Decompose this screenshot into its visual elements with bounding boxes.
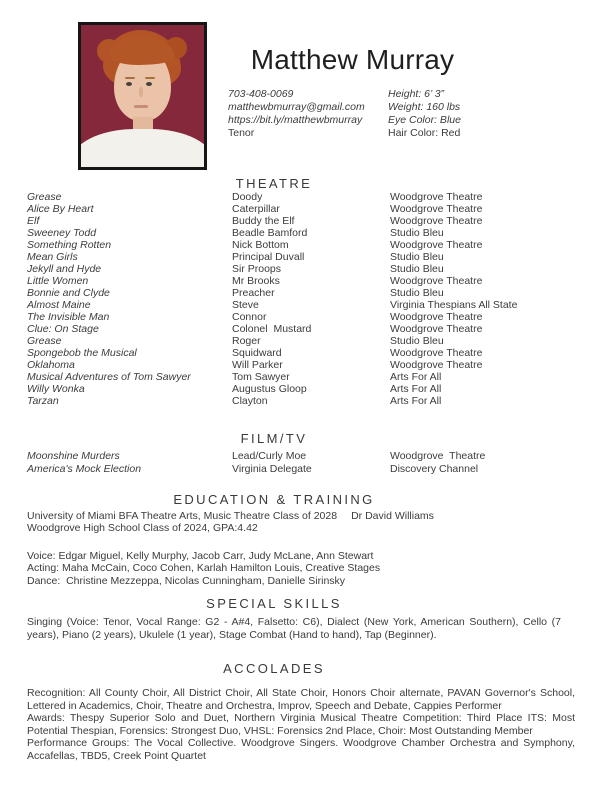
mouth-shape <box>134 105 148 108</box>
eye-color-text: Eye Color: Blue <box>388 114 461 126</box>
theatre-credit-row <box>27 323 587 335</box>
eye-shape <box>146 82 152 86</box>
role-name: Augustus Gloop <box>232 383 307 395</box>
theatre-credit-row <box>27 395 587 407</box>
role-name: Clayton <box>232 395 268 407</box>
show-title: Moonshine Murders <box>27 450 120 462</box>
show-title: Alice By Heart <box>27 203 94 215</box>
college-row <box>27 510 583 522</box>
theatre-credit-row <box>27 335 587 347</box>
college-mentor-text: Dr David Williams <box>351 510 434 522</box>
show-title: Mean Girls <box>27 251 78 263</box>
recognition-text: Recognition: All County Choir, All District Choir, All State Choir, Honors Choir alternate, PAVAN Governor's School, Lettered in Academics, Choir, Theatre and Orchestra, Improv, Speech and Debate, Cappies Performer <box>27 687 575 712</box>
venue-name: Arts For All <box>390 383 442 395</box>
role-name: Roger <box>232 335 261 347</box>
role-name: Sir Proops <box>232 263 282 275</box>
section-title-theatre: THEATRE <box>235 176 313 191</box>
theatre-credit-row <box>27 371 587 383</box>
theatre-credit-row <box>27 299 587 311</box>
theatre-credit-row <box>27 191 587 203</box>
contact-block <box>228 88 365 140</box>
role-name: Buddy the Elf <box>232 215 295 227</box>
theatre-credit-row <box>27 275 587 287</box>
email-text: matthewbmurray@gmail.com <box>228 101 365 113</box>
page-title: Matthew Murray <box>250 44 455 75</box>
theatre-credit-row <box>27 239 587 251</box>
stats-block <box>388 88 461 140</box>
education-block <box>27 510 583 587</box>
section-title-education: EDUCATION & TRAINING <box>173 492 375 507</box>
eyebrow-shape <box>125 77 135 79</box>
theatre-credit-row <box>27 251 587 263</box>
theatre-credit-row <box>27 203 587 215</box>
role-name: Virginia Delegate <box>232 462 312 475</box>
role-name: Mr Brooks <box>232 275 280 287</box>
venue-name: Woodgrove Theatre <box>390 323 483 335</box>
role-name: Colonel Mustard <box>232 323 312 335</box>
venue-name: Woodgrove Theatre <box>390 359 483 371</box>
awards-text: Awards: Thespy Superior Solo and Duet, Northern Virginia Musical Theatre Competition: Third Place ITS: Most Potential Thespian, Forensics: Strongest Duo, VHSL: Forensics 2nd Place, Choir: Most Outstanding Member <box>27 712 575 737</box>
theatre-credit-row <box>27 287 587 299</box>
theatre-credit-row <box>27 227 587 239</box>
dance-trainers-text: Dance: Christine Mezzeppa, Nicolas Cunningham, Danielle Sirinsky <box>27 574 346 587</box>
theatre-credit-row <box>27 311 587 323</box>
film-credit-row <box>27 463 587 476</box>
theatre-credit-row <box>27 359 587 371</box>
weight-text: Weight: 160 lbs <box>388 101 461 113</box>
acting-trainers-text: Acting: Maha McCain, Coco Cohen, Karlah Hamilton Louis, Creative Stages <box>27 562 381 575</box>
show-title: Willy Wonka <box>27 383 85 395</box>
show-title: Elf <box>27 215 40 227</box>
venue-name: Arts For All <box>390 371 442 383</box>
headshot-photo <box>78 22 207 170</box>
college-text: University of Miami BFA Theatre Arts, Music Theatre Class of 2028 <box>27 510 338 522</box>
website-text: https://bit.ly/matthewbmurray <box>228 114 363 126</box>
accolades-block <box>27 687 575 763</box>
nose-shape <box>139 87 143 97</box>
theatre-credit-row <box>27 383 587 395</box>
theatre-credits-table <box>27 191 587 407</box>
theatre-credit-row <box>27 263 587 275</box>
section-title-film-tv: FILM/TV <box>240 431 308 446</box>
role-name: Lead/Curly Moe <box>232 450 307 462</box>
role-name: Principal Duvall <box>232 251 305 263</box>
venue-name: Woodgrove Theatre <box>390 239 483 251</box>
show-title: Almost Maine <box>27 299 91 311</box>
role-name: Tom Sawyer <box>232 371 290 383</box>
trainers-block <box>27 550 583 587</box>
venue-name: Woodgrove Theatre <box>390 311 483 323</box>
section-title-accolades: ACCOLADES <box>223 661 325 676</box>
show-title: Something Rotten <box>27 239 112 251</box>
section-title-special-skills: SPECIAL SKILLS <box>206 596 342 611</box>
venue-name: Woodgrove Theatre <box>390 450 486 462</box>
venue-name: Studio Bleu <box>390 335 444 347</box>
role-name: Squidward <box>232 347 282 359</box>
film-tv-credits-table <box>27 450 587 475</box>
shirt-shape <box>78 129 207 170</box>
role-name: Doody <box>232 191 263 203</box>
venue-name: Woodgrove Theatre <box>390 191 483 203</box>
height-text: Height: 6’ 3” <box>388 88 445 100</box>
show-title: Tarzan <box>27 395 59 407</box>
venue-name: Studio Bleu <box>390 287 444 299</box>
venue-name: Arts For All <box>390 395 442 407</box>
venue-name: Virginia Thespians All State <box>390 299 518 311</box>
role-name: Steve <box>232 299 259 311</box>
special-skills-text: Singing (Voice: Tenor, Vocal Range: G2 - A#4, Falsetto: C6), Dialect (New York, American Southern), Cello (7 years), Piano (2 years), Ukulele (1 year), Stage Combat (Hand to hand), Tap (Beginner). <box>27 616 561 641</box>
venue-name: Woodgrove Theatre <box>390 347 483 359</box>
theatre-credit-row <box>27 215 587 227</box>
theatre-credit-row <box>27 347 587 359</box>
show-title: Bonnie and Clyde <box>27 287 110 299</box>
venue-name: Studio Bleu <box>390 227 444 239</box>
venue-name: Woodgrove Theatre <box>390 215 483 227</box>
show-title: Jekyll and Hyde <box>27 263 102 275</box>
show-title: The Invisible Man <box>27 311 110 323</box>
show-title: America's Mock Election <box>27 462 142 475</box>
venue-name: Discovery Channel <box>390 462 479 475</box>
role-name: Connor <box>232 311 267 323</box>
high-school-text: Woodgrove High School Class of 2024, GPA:4.42 <box>27 522 258 535</box>
venue-name: Woodgrove Theatre <box>390 275 483 287</box>
phone-text: 703-408-0069 <box>228 88 294 100</box>
venue-name: Studio Bleu <box>390 263 444 275</box>
role-name: Will Parker <box>232 359 283 371</box>
venue-name: Studio Bleu <box>390 251 444 263</box>
hair-color-text: Hair Color: Red <box>388 127 461 139</box>
show-title: Grease <box>27 335 62 347</box>
eye-shape <box>126 82 132 86</box>
show-title: Little Women <box>27 275 89 287</box>
role-name: Preacher <box>232 287 275 299</box>
voice-trainers-text: Voice: Edgar Miguel, Kelly Murphy, Jacob Carr, Judy McLane, Ann Stewart <box>27 549 374 562</box>
venue-name: Woodgrove Theatre <box>390 203 483 215</box>
film-credit-row <box>27 450 587 463</box>
role-name: Nick Bottom <box>232 239 289 251</box>
show-title: Musical Adventures of Tom Sawyer <box>27 371 191 383</box>
show-title: Sweeney Todd <box>27 227 97 239</box>
eyebrow-shape <box>145 77 155 79</box>
show-title: Clue: On Stage <box>27 323 99 335</box>
voice-part-text: Tenor <box>228 127 255 139</box>
show-title: Spongebob the Musical <box>27 347 137 359</box>
role-name: Caterpillar <box>232 203 280 215</box>
show-title: Oklahoma <box>27 359 75 371</box>
performance-groups-text: Performance Groups: The Vocal Collective. Woodgrove Singers. Woodgrove Chamber Orchestra and Symphony, Accafellas, TBD5, Creek Point Quartet <box>27 737 575 762</box>
role-name: Beadle Bamford <box>232 227 308 239</box>
show-title: Grease <box>27 191 62 203</box>
